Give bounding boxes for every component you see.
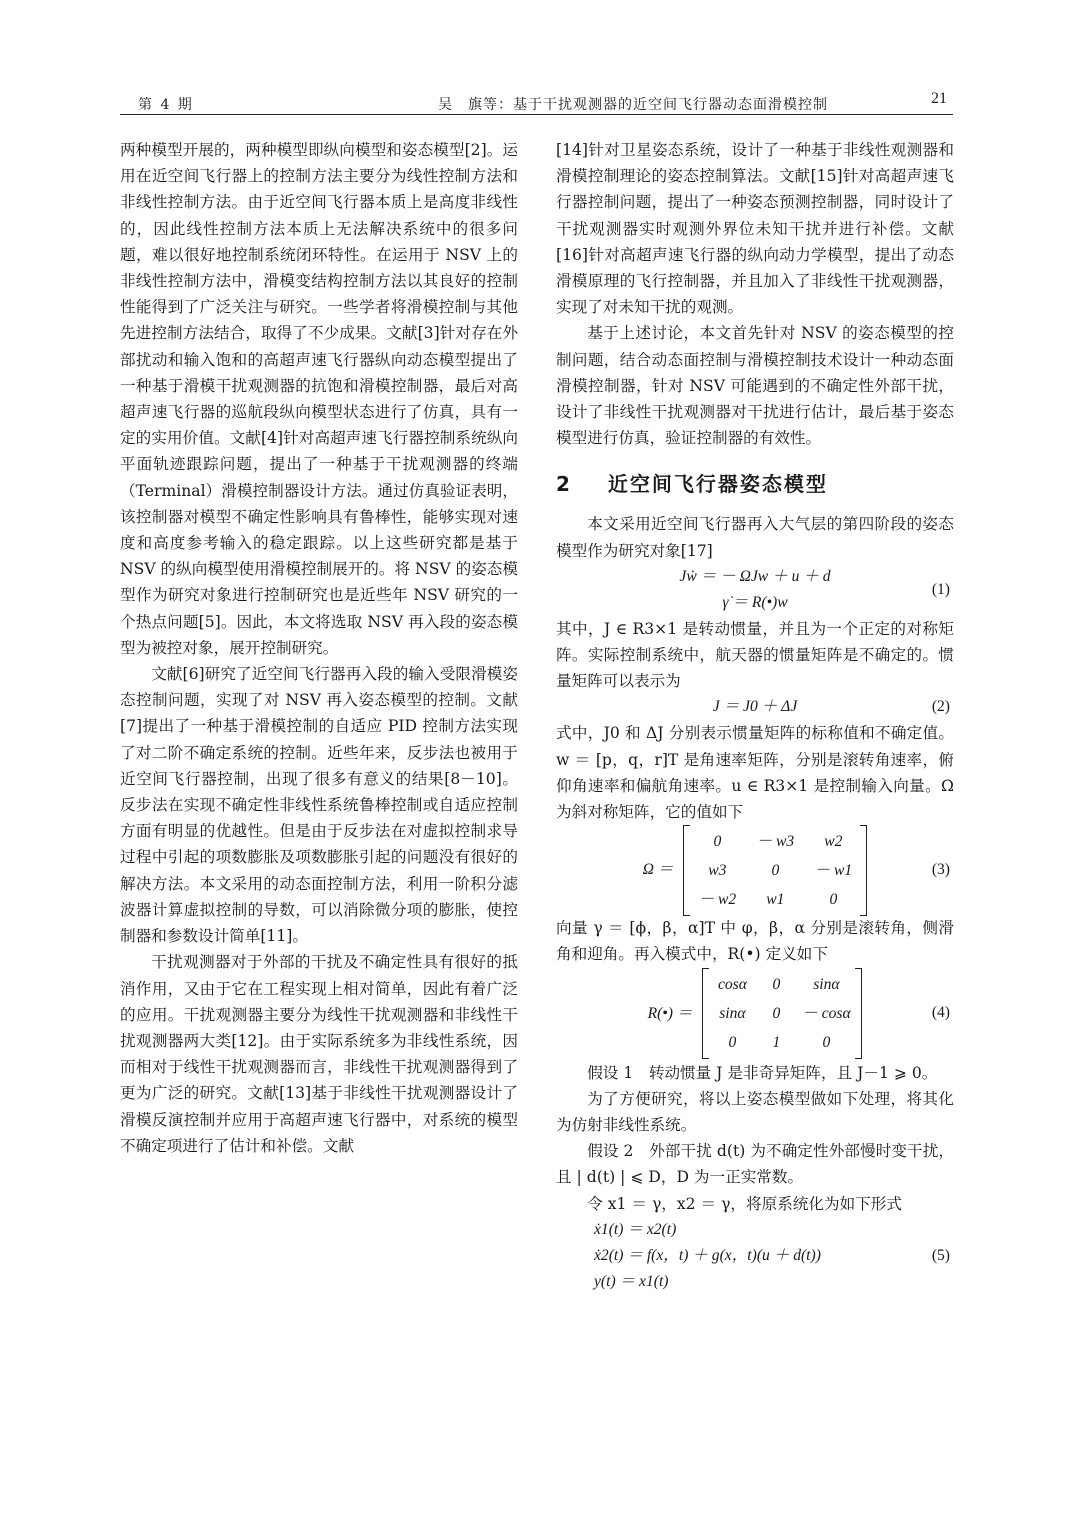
equation-number: (4) [931, 1003, 950, 1021]
matrix-cell: sinα [719, 1005, 746, 1023]
rotation-matrix [702, 968, 862, 1059]
assumption-2: 假设 2 外部干扰 d(t) 为不确定性外部慢时变干扰，且 | d(t) | ⩽ D，D 为一正实常数。 [556, 1142, 954, 1187]
equation-line: ẋ1(t) ＝ x2(t) [594, 1220, 677, 1238]
matrix-cell: 0 [713, 832, 722, 850]
page-number: 21 [931, 90, 947, 107]
matrix-cell: － w3 [756, 832, 795, 850]
equation-number: (1) [931, 580, 950, 598]
section-heading [556, 469, 954, 499]
equation-line: J ＝ J0 ＋ ΔJ [712, 698, 798, 716]
assumption-1: 假设 1 转动惯量 J 是非奇异矩阵，且 J－1 ⩾ 0。 [587, 1063, 938, 1082]
equation-line: ẋ2(t) ＝ f(x，t) ＋ g(x，t)(u ＋ d(t)) [594, 1246, 821, 1264]
equation-line: γ̇ ＝ R(•)w [722, 593, 788, 611]
matrix-cell: 0 [728, 1034, 737, 1052]
matrix-cell: － cosα [802, 1005, 851, 1023]
paragraph: 两种模型开展的，两种模型即纵向模型和姿态模型[2]。运用在近空间飞行器上的控制方法主要分为线性控制方法和非线性控制方法。由于近空间飞行器本质上是高度非线性的，因此线性控制方法本质上无法解决系统中的很多问题，难以很好地控制系统闭环特性。在运用于 NSV 上的非线性控制方法中，滑模变结构控制方法以其良好的控制性能得到了广泛关注与研究。一些学者将滑模控制与其他先进控制方法结合，取得了不少成果。文献[3]针对存在外部扰动和输入饱和的高超声速飞行器纵向动态模型提出了一种基于滑模干扰观测器的抗饱和滑模控制器，最后对高超声速飞行器的巡航段纵向模型状态进行了仿真，具有一定的实用价值。文献[4]针对高超声速飞行器控制系统纵向平面轨迹跟踪问题，提出了一种基于干扰观测器的终端（Terminal）滑模控制器设计方法。通过仿真验证表明，该控制器对模型不确定性影响具有鲁棒性，能够实现对速度和高度参考输入的稳定跟踪。以上这些研究都是基于 NSV 的纵向模型使用滑模控制展开的。将 NSV 的姿态模型作为研究对象进行控制研究也是近些年 NSV 研究的一个热点问题[5]。因此，本文将选取 NSV 再入段的姿态模型为被控对象，展开控制研究。 [120, 141, 518, 657]
paragraph: 基于上述讨论，本文首先针对 NSV 的姿态模型的控制问题，结合动态面控制与滑模控制技术设计一种动态面滑模控制器，针对 NSV 可能遇到的不确定性外部干扰，设计了非线性干扰观测器对干扰进行估计，最后基于姿态模型进行仿真，验证控制器的有效性。 [556, 324, 954, 448]
matrix-cell: w1 [766, 890, 785, 908]
paragraph: 令 x1 ＝ γ，x2 ＝ γ，将原系统化为如下形式 [587, 1194, 902, 1213]
equation-number: (5) [931, 1246, 950, 1264]
issue-label: 第 4 期 [138, 97, 194, 113]
paragraph: 式中，J0 和 ΔJ 分别表示惯量矩阵的标称值和不确定值。w ＝ [p，q，r]T 是角速率矩阵，分别是滚转角速率，俯仰角速率和偏航角速率。u ∈ R3×1 是控制输入向量。Ω 为斜对称矩阵，它的值如下 [556, 724, 954, 822]
equation-5 [556, 1217, 954, 1295]
matrix-cell: 0 [829, 890, 838, 908]
matrix-cell: － w2 [698, 890, 737, 908]
running-header [120, 88, 953, 115]
equation-1 [556, 564, 954, 616]
paragraph: 向量 γ ＝ [ϕ，β，α]T 中 φ，β，α 分别是滚转角，侧滑角和迎角。再入模式中，R(•) 定义如下 [556, 919, 954, 964]
running-title: 吴 旗等：基于干扰观测器的近空间飞行器动态面滑模控制 [438, 97, 828, 113]
matrix-cell: w3 [708, 861, 727, 879]
matrix-cell: w2 [824, 832, 843, 850]
paragraph: 本文采用近空间飞行器再入大气层的第四阶段的姿态模型作为研究对象[17] [556, 515, 954, 560]
matrix-lhs: R(•) ＝ [647, 1004, 693, 1022]
equation-3 [556, 825, 954, 915]
matrix-cell: 1 [772, 1034, 781, 1052]
equation-number: (2) [931, 698, 950, 716]
equation-4 [556, 968, 954, 1060]
matrix-cell: 0 [822, 1034, 831, 1052]
matrix-cell: sinα [813, 976, 840, 994]
left-column [120, 137, 518, 1159]
omega-matrix [683, 825, 867, 916]
matrix-cell: cosα [717, 976, 747, 994]
matrix-lhs: Ω ＝ [642, 861, 674, 879]
paragraph: 干扰观测器对于外部的干扰及不确定性具有很好的抵消作用，又由于它在工程实现上相对简单，因此有着广泛的应用。干扰观测器主要分为线性干扰观测器和非线性干扰观测器两大类[12]。由于实际系统多为非线性系统，因而相对于线性干扰观测器而言，非线性干扰观测器得到了更为广泛的研究。文献[13]基于非线性干扰观测器设计了滑模反演控制并应用于高超声速飞行器中，对系统的模型不确定项进行了估计和补偿。文献 [120, 953, 518, 1155]
section-title: 近空间飞行器姿态模型 [607, 472, 828, 497]
paragraph: 其中，J ∈ R3×1 是转动惯量，并且为一个正定的对称矩阵。实际控制系统中，航天器的惯量矩阵是不确定的。惯量矩阵可以表示为 [556, 619, 954, 691]
right-column [556, 137, 954, 1295]
matrix-cell: － w1 [814, 861, 853, 879]
matrix-cell: 0 [772, 976, 781, 994]
equation-line: Jẇ ＝ － ΩJw ＋ u ＋ d [679, 567, 831, 585]
paragraph: 文献[6]研究了近空间飞行器再入段的输入受限滑模姿态控制问题，实现了对 NSV 再入姿态模型的控制。文献[7]提出了一种基于滑模控制的自适应 PID 控制方法实现了对二阶不确定系统的控制。近些年来，反步法也被用于近空间飞行器控制，出现了很多有意义的结果[8－10]。反步法在实现不确定性非线性系统鲁棒控制或自适应控制方面有明显的优越性。但是由于反步法在对虚拟控制求导过程中引起的项数膨胀及项数膨胀引起的问题没有很好的解决方法。本文采用的动态面控制方法，利用一阶积分滤波器计算虚拟控制的导数，可以消除微分项的膨胀，使控制器和参数设计简单[11]。 [120, 665, 518, 946]
paragraph: 为了方便研究，将以上姿态模型做如下处理，将其化为仿射非线性系统。 [556, 1089, 954, 1135]
equation-number: (3) [931, 861, 950, 879]
paragraph: [14]针对卫星姿态系统，设计了一种基于非线性观测器和滑模控制理论的姿态控制算法。文献[15]针对高超声速飞行器控制问题，提出了一种姿态预测控制器，同时设计了干扰观测器实时观测外界位未知干扰并进行补偿。文献[16]针对高超声速飞行器的纵向动力学模型，提出了动态滑模原理的飞行控制器，并且加入了非线性干扰观测器，实现了对未知干扰的观测。 [556, 141, 954, 317]
equation-2 [556, 694, 954, 720]
equation-line: y(t) ＝ x1(t) [594, 1272, 669, 1290]
section-number: 2 [556, 472, 572, 497]
matrix-cell: 0 [772, 1005, 781, 1023]
matrix-cell: 0 [771, 861, 780, 879]
